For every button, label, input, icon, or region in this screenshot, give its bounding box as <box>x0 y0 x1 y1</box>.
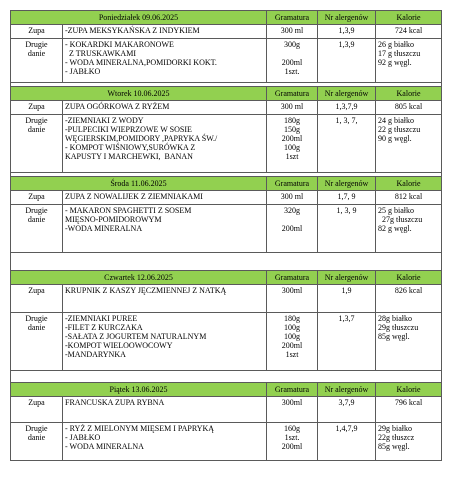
soup-gramatura: 300ml <box>267 285 318 313</box>
dish-line: -ZIEMNIAKI Z WODY <box>65 116 144 125</box>
main-course-gramatura <box>267 115 318 173</box>
soup-calories: 805 kcal <box>376 101 442 115</box>
gramatura-line: 150g <box>284 125 301 134</box>
calories-header: Kalorie <box>376 271 442 285</box>
main-course-gramatura <box>267 39 318 83</box>
dish-line: -SAŁATA Z JOGURTEM NATURALNYM <box>65 332 207 341</box>
gramatura-header: Gramatura <box>267 11 318 25</box>
main-course-row <box>11 313 442 371</box>
main-course-allergens: 1, 3, 7, <box>318 115 376 173</box>
day-spacer <box>11 253 442 271</box>
main-course-label-line: Drugie <box>25 116 48 125</box>
gramatura-line: 1szt. <box>284 67 300 76</box>
gramatura-line: 1szt. <box>284 433 300 442</box>
gramatura-line: 320g <box>284 206 301 215</box>
nutrition-line: 90 g węgl. <box>378 134 412 143</box>
nutrition-line: 29g białko <box>378 424 413 433</box>
nutrition-line: 27g tłuszczu <box>378 215 423 224</box>
soup-row <box>11 101 442 115</box>
dish-line: MIĘSNO-POMIDOROWYM <box>65 215 162 224</box>
soup-gramatura: 300 ml <box>267 101 318 115</box>
main-course-label-line: Drugie <box>25 206 48 215</box>
main-course-allergens: 1, 3, 9 <box>318 205 376 253</box>
nutrition-line: 82 g węgl. <box>378 224 412 233</box>
gramatura-line: 100g <box>284 323 301 332</box>
gramatura-line <box>269 49 315 58</box>
soup-dish: ZUPA Z NOWALIJEK Z ZIEMNIAKAMI <box>63 191 267 205</box>
gramatura-line: 100g <box>284 143 301 152</box>
allergens-header: Nr alergenów <box>318 87 376 101</box>
spacer-cell <box>11 371 442 383</box>
main-course-nutrition <box>376 39 442 83</box>
main-course-label-line: danie <box>27 49 46 58</box>
main-course-label-line: danie <box>27 433 46 442</box>
day-header-row <box>11 383 442 397</box>
day-header-row <box>11 87 442 101</box>
soup-label: Zupa <box>11 25 63 39</box>
main-course-row <box>11 115 442 173</box>
main-course-nutrition <box>376 423 442 461</box>
soup-gramatura: 300 ml <box>267 25 318 39</box>
main-course-label <box>11 39 63 83</box>
gramatura-line: 200ml <box>281 224 303 233</box>
soup-row <box>11 285 442 313</box>
nutrition-line: 25 g białko <box>378 206 415 215</box>
weekly-menu-table <box>10 10 442 461</box>
soup-dish: KRUPNIK Z KASZY JĘCZMIENNEJ Z NATKĄ <box>63 285 267 313</box>
soup-gramatura: 300ml <box>267 397 318 423</box>
soup-gramatura: 300 ml <box>267 191 318 205</box>
gramatura-header: Gramatura <box>267 87 318 101</box>
nutrition-line: 29g tłuszczu <box>378 323 419 332</box>
gramatura-line: 100g <box>284 332 301 341</box>
gramatura-line: 160g <box>284 424 301 433</box>
gramatura-line: 1szt <box>285 350 299 359</box>
day-header-row <box>11 271 442 285</box>
dish-line: - KOKARDKI MAKARONOWE <box>65 40 174 49</box>
dish-line: - WODA MINERALNA,POMIDORKI KOKT. <box>65 58 217 67</box>
allergens-header: Nr alergenów <box>318 383 376 397</box>
soup-dish: ZUPA OGÓRKOWA Z RYŻEM <box>63 101 267 115</box>
gramatura-line: 200ml <box>281 341 303 350</box>
gramatura-header: Gramatura <box>267 177 318 191</box>
dish-line: KAPUSTY I MARCHEWKI, BANAN <box>65 152 193 161</box>
main-course-nutrition <box>376 313 442 371</box>
main-course-allergens: 1,4,7,9 <box>318 423 376 461</box>
dish-line: -FILET Z KURCZAKA <box>65 323 143 332</box>
allergens-header: Nr alergenów <box>318 11 376 25</box>
main-course-allergens: 1,3,7 <box>318 313 376 371</box>
nutrition-line: 92 g węgl. <box>378 58 412 67</box>
gramatura-line: 200ml <box>281 442 303 451</box>
dish-line: - WODA MINERALNA <box>65 442 144 451</box>
main-course-label-line: Drugie <box>25 314 48 323</box>
calories-header: Kalorie <box>376 87 442 101</box>
gramatura-line: 180g <box>284 116 301 125</box>
main-course-label-line: danie <box>27 215 46 224</box>
main-course-nutrition <box>376 205 442 253</box>
soup-label: Zupa <box>11 191 63 205</box>
day-title: Piątek 13.06.2025 <box>11 383 267 397</box>
main-course-dishes <box>63 423 267 461</box>
soup-row <box>11 397 442 423</box>
gramatura-header: Gramatura <box>267 271 318 285</box>
main-course-row <box>11 39 442 83</box>
dish-line: Z TRUSKAWKAMI <box>65 49 136 58</box>
gramatura-line: 1szt <box>285 152 299 161</box>
soup-dish: FRANCUSKA ZUPA RYBNA <box>63 397 267 423</box>
main-course-label <box>11 115 63 173</box>
soup-calories: 826 kcal <box>376 285 442 313</box>
main-course-allergens: 1,3,9 <box>318 39 376 83</box>
soup-row <box>11 191 442 205</box>
main-course-gramatura <box>267 423 318 461</box>
calories-header: Kalorie <box>376 383 442 397</box>
nutrition-line: 85g węgl. <box>378 442 410 451</box>
day-spacer <box>11 371 442 383</box>
soup-row <box>11 25 442 39</box>
soup-allergens: 1,3,9 <box>318 25 376 39</box>
soup-calories: 724 kcal <box>376 25 442 39</box>
main-course-row <box>11 205 442 253</box>
dish-line: - JABŁKO <box>65 67 101 76</box>
spacer-cell <box>11 253 442 271</box>
soup-allergens: 1,9 <box>318 285 376 313</box>
dish-line: - KOMPOT WIŚNIOWY,SURÓWKA Z <box>65 143 196 152</box>
nutrition-line: 17 g tłuszczu <box>378 49 421 58</box>
day-title: Poniedziałek 09.06.2025 <box>11 11 267 25</box>
soup-allergens: 1,7, 9 <box>318 191 376 205</box>
gramatura-line <box>269 215 315 224</box>
main-course-label <box>11 205 63 253</box>
soup-calories: 796 kcal <box>376 397 442 423</box>
allergens-header: Nr alergenów <box>318 177 376 191</box>
allergens-header: Nr alergenów <box>318 271 376 285</box>
main-course-dishes <box>63 115 267 173</box>
main-course-row <box>11 423 442 461</box>
main-course-gramatura <box>267 313 318 371</box>
dish-line: -ZIEMNIAKI PUREE <box>65 314 138 323</box>
day-header-row <box>11 177 442 191</box>
main-course-dishes <box>63 205 267 253</box>
main-course-nutrition <box>376 115 442 173</box>
nutrition-line: 24 g białko <box>378 116 415 125</box>
dish-line: - RYŻ Z MIELONYM MIĘSEM I PAPRYKĄ <box>65 424 215 433</box>
nutrition-line: 22 g tłuszczu <box>378 125 421 134</box>
main-course-label-line: Drugie <box>25 40 48 49</box>
dish-line: -MANDARYNKA <box>65 350 126 359</box>
main-course-label <box>11 423 63 461</box>
soup-allergens: 3,7,9 <box>318 397 376 423</box>
dish-line: -PULPECIKI WIEPRZOWE W SOSIE <box>65 125 192 134</box>
nutrition-line: 85g węgl. <box>378 332 410 341</box>
main-course-label-line: danie <box>27 323 46 332</box>
dish-line: - JABŁKO <box>65 433 101 442</box>
soup-label: Zupa <box>11 397 63 423</box>
gramatura-line: 300g <box>284 40 301 49</box>
day-title: Środa 11.06.2025 <box>11 177 267 191</box>
dish-line: - MAKARON SPAGHETTI Z SOSEM <box>65 206 192 215</box>
soup-calories: 812 kcal <box>376 191 442 205</box>
day-title: Czwartek 12.06.2025 <box>11 271 267 285</box>
day-title: Wtorek 10.06.2025 <box>11 87 267 101</box>
main-course-dishes <box>63 39 267 83</box>
main-course-gramatura <box>267 205 318 253</box>
main-course-label-line: danie <box>27 125 46 134</box>
main-course-dishes <box>63 313 267 371</box>
dish-line: -WODA MINERALNA <box>65 224 143 233</box>
nutrition-line: 22g tłuszcz <box>378 433 415 442</box>
calories-header: Kalorie <box>376 177 442 191</box>
main-course-label <box>11 313 63 371</box>
gramatura-header: Gramatura <box>267 383 318 397</box>
dish-line: -KOMPOT WIELOOWOCOWY <box>65 341 173 350</box>
soup-dish: -ZUPA MEKSYKAŃSKA Z INDYKIEM <box>63 25 267 39</box>
day-header-row <box>11 11 442 25</box>
dish-line: WĘGIERSKIM,POMIDORY ,PAPRYKA ŚW./ <box>65 134 218 143</box>
soup-allergens: 1,3,7,9 <box>318 101 376 115</box>
nutrition-line: 28g białko <box>378 314 413 323</box>
soup-label: Zupa <box>11 285 63 313</box>
gramatura-line: 200ml <box>281 58 303 67</box>
gramatura-line: 200ml <box>281 134 303 143</box>
calories-header: Kalorie <box>376 11 442 25</box>
soup-label: Zupa <box>11 101 63 115</box>
nutrition-line: 26 g białko <box>378 40 415 49</box>
main-course-label-line: Drugie <box>25 424 48 433</box>
gramatura-line: 180g <box>284 314 301 323</box>
